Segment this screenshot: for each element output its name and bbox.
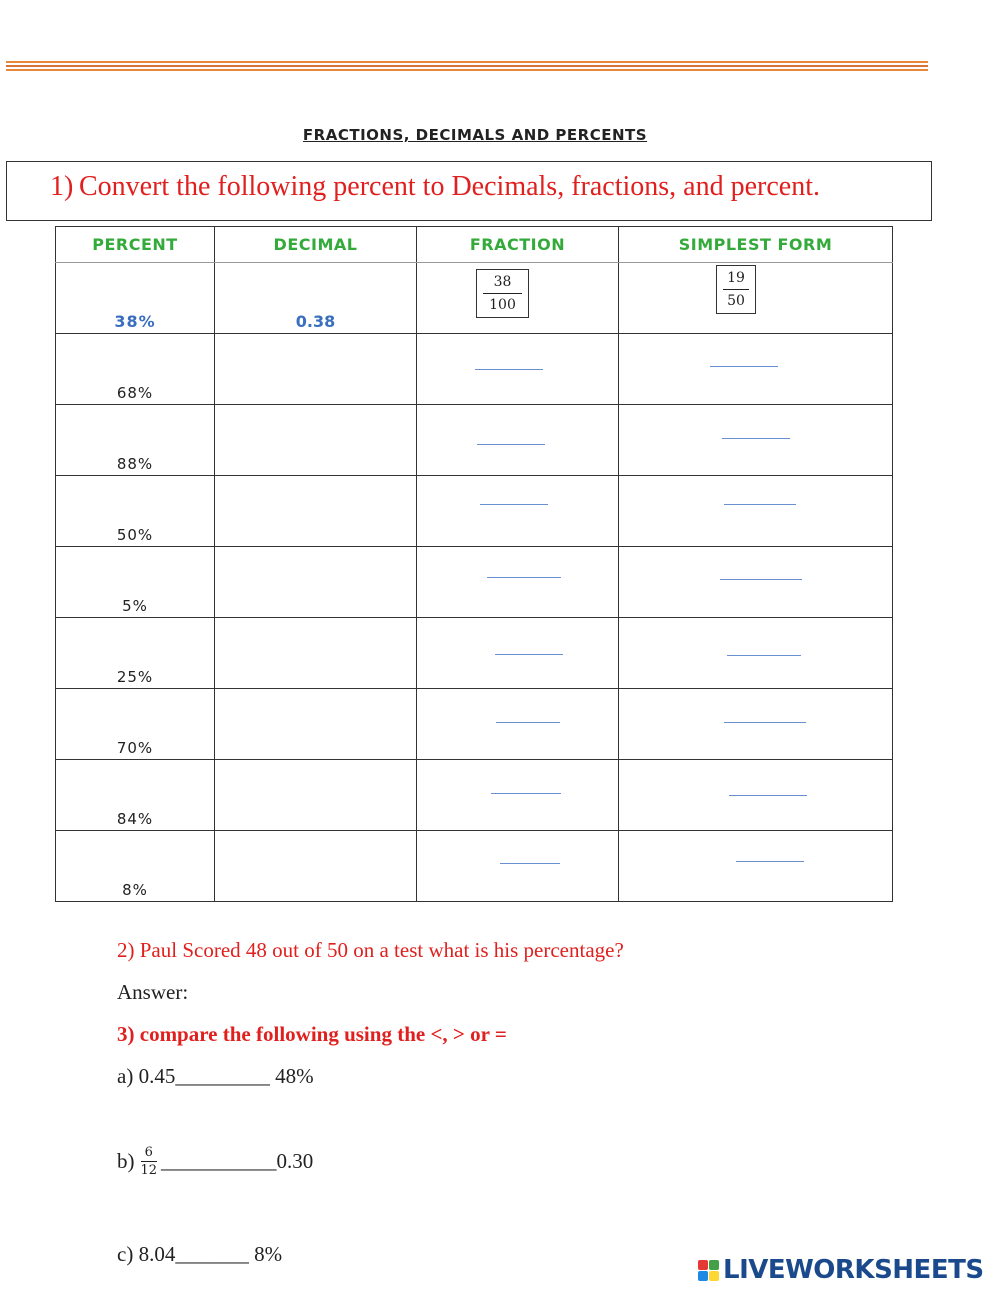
percent-value: 38% xyxy=(114,312,156,331)
simplest-blank xyxy=(724,722,806,723)
decimal-answer-cell[interactable] xyxy=(215,334,417,405)
decimal-answer-cell[interactable] xyxy=(215,476,417,547)
percent-value: 8% xyxy=(122,881,148,899)
decimal-answer-cell[interactable] xyxy=(215,618,417,689)
decimal-answer-cell[interactable] xyxy=(215,760,417,831)
header-stripes xyxy=(6,61,928,75)
fraction-answer-cell[interactable] xyxy=(417,760,619,831)
decimal-value: 0.38 xyxy=(295,312,336,331)
percent-cell xyxy=(56,405,215,476)
fraction-blank xyxy=(487,577,561,578)
simplest-blank xyxy=(722,438,790,439)
fraction-numerator: 38 xyxy=(493,274,512,290)
simplest-answer-cell[interactable] xyxy=(619,334,893,405)
question-1-box xyxy=(6,161,932,221)
percent-cell xyxy=(56,334,215,405)
compare-b-prefix: b) xyxy=(117,1149,135,1173)
simplest-answer-cell[interactable] xyxy=(619,405,893,476)
decimal-answer-cell[interactable] xyxy=(215,405,417,476)
header-simplest-form: SIMPLEST FORM xyxy=(619,227,893,263)
compare-c: c) 8.04_______ 8% xyxy=(117,1242,283,1266)
simplest-blank xyxy=(727,655,801,656)
table-row xyxy=(56,831,893,902)
decimal-answer-cell[interactable] xyxy=(215,689,417,760)
table-header-row xyxy=(56,227,893,263)
fraction-blank xyxy=(500,863,560,864)
table-row xyxy=(56,689,893,760)
conversion-table xyxy=(55,226,893,902)
percent-cell xyxy=(56,831,215,902)
compare-a: a) 0.45_________ 48% xyxy=(117,1064,314,1088)
question-3-text: 3) compare the following using the <, > or = xyxy=(117,1022,507,1046)
fraction-cell xyxy=(417,263,619,334)
fraction-answer-cell[interactable] xyxy=(417,476,619,547)
fraction-answer-cell[interactable] xyxy=(417,547,619,618)
fraction-example-box xyxy=(476,269,529,318)
simplest-numerator: 19 xyxy=(727,270,745,286)
fraction-blank xyxy=(475,369,543,370)
fraction-blank xyxy=(496,722,560,723)
percent-cell xyxy=(56,263,215,334)
table-row-example xyxy=(56,263,893,334)
fraction-answer-cell[interactable] xyxy=(417,334,619,405)
simplest-answer-cell[interactable] xyxy=(619,831,893,902)
simplest-cell xyxy=(619,263,893,334)
table-row xyxy=(56,547,893,618)
simplest-blank xyxy=(724,504,796,505)
question-1-number: 1) xyxy=(50,171,74,202)
percent-cell xyxy=(56,689,215,760)
fraction-answer-cell[interactable] xyxy=(417,831,619,902)
question-2-text: 2) Paul Scored 48 out of 50 on a test what is his percentage? xyxy=(117,938,624,962)
simplest-answer-cell[interactable] xyxy=(619,760,893,831)
fraction-answer-cell[interactable] xyxy=(417,618,619,689)
percent-value: 5% xyxy=(122,597,148,615)
simplest-denominator: 50 xyxy=(727,293,745,309)
page-title: FRACTIONS, DECIMALS AND PERCENTS xyxy=(302,126,648,144)
compare-b-numerator: 6 xyxy=(144,1145,153,1160)
table-row xyxy=(56,760,893,831)
fraction-answer-cell[interactable] xyxy=(417,405,619,476)
header-decimal: DECIMAL xyxy=(215,227,417,263)
simplest-blank xyxy=(729,795,807,796)
header-fraction: FRACTION xyxy=(417,227,619,263)
simplest-blank xyxy=(710,366,778,367)
fraction-answer-cell[interactable] xyxy=(417,689,619,760)
decimal-answer-cell[interactable] xyxy=(215,547,417,618)
fraction-blank xyxy=(480,504,548,505)
logo-text: LIVEWORKSHEETS xyxy=(723,1255,984,1285)
compare-b-denominator: 12 xyxy=(140,1163,158,1178)
simplest-answer-cell[interactable] xyxy=(619,618,893,689)
simplest-answer-cell[interactable] xyxy=(619,547,893,618)
percent-value: 84% xyxy=(116,810,154,828)
table-row xyxy=(56,476,893,547)
percent-cell xyxy=(56,760,215,831)
table-row xyxy=(56,405,893,476)
simplest-blank xyxy=(736,861,804,862)
question-1-text: Convert the following percent to Decimals, fractions, and percent. xyxy=(79,171,820,202)
percent-value: 50% xyxy=(116,526,154,544)
simplest-answer-cell[interactable] xyxy=(619,476,893,547)
logo-mark-icon xyxy=(698,1260,719,1281)
compare-b-fraction xyxy=(141,1146,158,1177)
percent-cell xyxy=(56,547,215,618)
percent-value: 70% xyxy=(116,739,154,757)
percent-value: 68% xyxy=(116,384,154,402)
simplest-blank xyxy=(720,579,802,580)
header-percent: PERCENT xyxy=(56,227,215,263)
simplest-example-box xyxy=(716,265,756,314)
decimal-answer-cell[interactable] xyxy=(215,831,417,902)
decimal-cell xyxy=(215,263,417,334)
percent-value: 88% xyxy=(116,455,154,473)
answer-label: Answer: xyxy=(117,980,189,1004)
fraction-blank xyxy=(495,654,563,655)
compare-b xyxy=(117,1146,313,1177)
percent-cell xyxy=(56,476,215,547)
fraction-blank xyxy=(491,793,561,794)
fraction-denominator: 100 xyxy=(489,297,516,313)
simplest-answer-cell[interactable] xyxy=(619,689,893,760)
fraction-blank xyxy=(477,444,545,445)
liveworksheets-logo xyxy=(698,1255,984,1285)
table-row xyxy=(56,618,893,689)
compare-b-suffix: ___________0.30 xyxy=(161,1149,314,1173)
table-row xyxy=(56,334,893,405)
percent-value: 25% xyxy=(116,668,154,686)
percent-cell xyxy=(56,618,215,689)
